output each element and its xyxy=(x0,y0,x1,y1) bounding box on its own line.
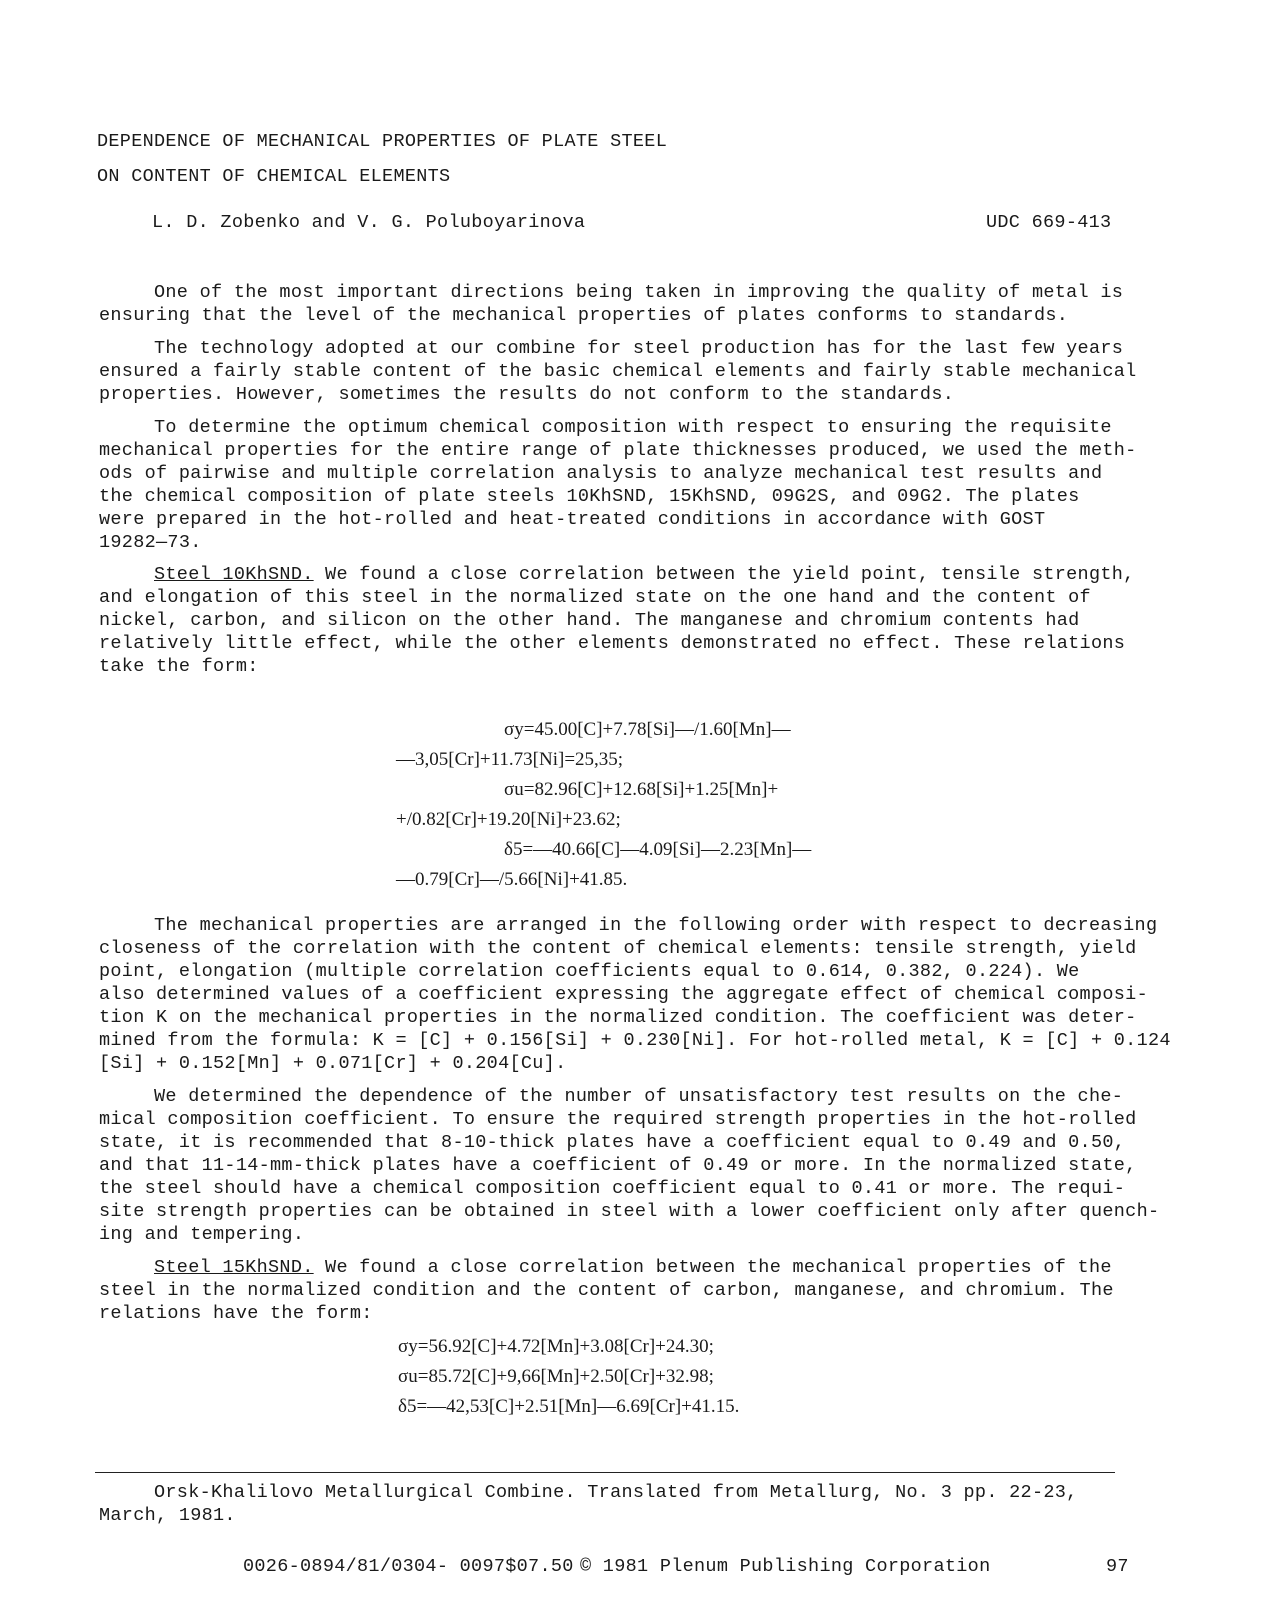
footnote xyxy=(99,1481,1179,1527)
paragraph-6 xyxy=(99,1085,1179,1246)
page-title-line-1: DEPENDENCE OF MECHANICAL PROPERTIES OF PLATE STEEL xyxy=(97,131,668,152)
footnote-line: Orsk-Khalilovo Metallurgical Combine. Translated from Metallurg, No. 3 pp. 22-23, xyxy=(154,1482,1078,1503)
text-line: site strength properties can be obtained in steel with a lower coefficient only after quench- xyxy=(99,1201,1160,1222)
text-line xyxy=(99,563,1179,586)
text-line: ing and tempering. xyxy=(99,1224,305,1245)
equation-line: σy=45.00[C]+7.78[Si]—/1.60[Mn]— xyxy=(504,719,791,740)
text-line: ods of pairwise and multiple correlation analysis to analyze mechanical test results and xyxy=(99,463,1103,484)
text-line: also determined values of a coefficient expressing the aggregate effect of chemical composi- xyxy=(99,984,1148,1005)
paragraph-2 xyxy=(99,337,1179,406)
footnote-divider xyxy=(95,1472,1115,1473)
equation-block-1 xyxy=(396,715,811,895)
text-line: tion K on the mechanical properties in the normalized condition. The coefficient was deter- xyxy=(99,1007,1137,1028)
text-line: properties. However, sometimes the results do not conform to the standards. xyxy=(99,384,955,405)
equation-line: +/0.82[Cr]+19.20[Ni]+23.62; xyxy=(396,809,621,830)
text-line xyxy=(99,1256,1179,1279)
copyright: © 1981 Plenum Publishing Corporation xyxy=(580,1556,991,1577)
equation-line: δ5=—40.66[C]—4.09[Si]—2.23[Mn]— xyxy=(504,839,812,860)
text-line: take the form: xyxy=(99,656,259,677)
text-line: We determined the dependence of the number of unsatisfactory test results on the che- xyxy=(154,1086,1124,1107)
text-line: and that 11-14-mm-thick plates have a coefficient of 0.49 or more. In the normalized state, xyxy=(99,1155,1137,1176)
equation-line: σy=56.92[C]+4.72[Mn]+3.08[Cr]+24.30; xyxy=(398,1336,714,1357)
text-line: The technology adopted at our combine for steel production has for the last few years xyxy=(154,338,1124,359)
text-line: [Si] + 0.152[Mn] + 0.071[Cr] + 0.204[Cu]. xyxy=(99,1053,567,1074)
text-line: and elongation of this steel in the normalized state on the one hand and the content of xyxy=(99,587,1091,608)
text-line: point, elongation (multiple correlation coefficients equal to 0.614, 0.382, 0.224). We xyxy=(99,961,1080,982)
equation-line: —0.79[Cr]—/5.66[Ni]+41.85. xyxy=(396,869,628,890)
text-line: 19282—73. xyxy=(99,532,202,553)
text-line: ensuring that the level of the mechanical properties of plates conforms to standards. xyxy=(99,305,1069,326)
paragraph-5 xyxy=(99,914,1179,1075)
equation-block-2 xyxy=(398,1332,739,1422)
udc-code: UDC 669-413 xyxy=(986,212,1112,233)
text-line: One of the most important directions being taken in improving the quality of metal is xyxy=(154,282,1124,303)
equation-line: σu=82.96[C]+12.68[Si]+1.25[Mn]+ xyxy=(504,779,779,800)
publication-code: 0026-0894/81/0304- 0097$07.50 xyxy=(243,1556,574,1577)
page-number: 97 xyxy=(1106,1556,1129,1577)
paragraph-1 xyxy=(99,281,1179,327)
footnote-line: March, 1981. xyxy=(99,1505,236,1526)
text-line: relations have the form: xyxy=(99,1303,373,1324)
text-line: ensured a fairly stable content of the basic chemical elements and fairly stable mechanical xyxy=(99,361,1137,382)
text-line: The mechanical properties are arranged in the following order with respect to decreasing xyxy=(154,915,1158,936)
text-line: nickel, carbon, and silicon on the other hand. The manganese and chromium contents had xyxy=(99,610,1080,631)
text-line: were prepared in the hot-rolled and heat-treated conditions in accordance with GOST xyxy=(99,509,1046,530)
text-fragment: We found a close correlation between the yield point, tensile strength, xyxy=(313,564,1135,585)
text-line: the steel should have a chemical composition coefficient equal to 0.41 or more. The requi- xyxy=(99,1178,1126,1199)
text-line: mined from the formula: K = [C] + 0.156[Si] + 0.230[Ni]. For hot-rolled metal, K = [C] + 0.124 xyxy=(99,1030,1171,1051)
paragraph-3 xyxy=(99,416,1179,554)
paragraph-steel-15khsnd xyxy=(99,1256,1179,1325)
text-fragment: We found a close correlation between the mechanical properties of the xyxy=(313,1257,1112,1278)
section-heading-15khsnd: Steel 15KhSND. xyxy=(154,1257,314,1278)
text-line: closeness of the correlation with the content of chemical elements: tensile strength, yield xyxy=(99,938,1137,959)
equation-line: δ5=—42,53[C]+2.51[Mn]—6.69[Cr]+41.15. xyxy=(398,1396,740,1417)
authors: L. D. Zobenko and V. G. Poluboyarinova xyxy=(152,212,586,233)
equation-line: σu=85.72[C]+9,66[Mn]+2.50[Cr]+32.98; xyxy=(398,1366,714,1387)
text-line: the chemical composition of plate steels 10KhSND, 15KhSND, 09G2S, and 09G2. The plates xyxy=(99,486,1080,507)
text-line: mical composition coefficient. To ensure the required strength properties in the hot-rolled xyxy=(99,1109,1137,1130)
text-line: mechanical properties for the entire range of plate thicknesses produced, we used the meth- xyxy=(99,440,1137,461)
text-line: steel in the normalized condition and the content of carbon, manganese, and chromium. The xyxy=(99,1280,1114,1301)
paragraph-steel-10khsnd xyxy=(99,563,1179,678)
text-line: state, it is recommended that 8-10-thick plates have a coefficient equal to 0.49 and 0.50, xyxy=(99,1132,1126,1153)
equation-line: —3,05[Cr]+11.73[Ni]=25,35; xyxy=(396,749,624,770)
text-line: relatively little effect, while the other elements demonstrated no effect. These relations xyxy=(99,633,1126,654)
text-line: To determine the optimum chemical composition with respect to ensuring the requisite xyxy=(154,417,1112,438)
section-heading-10khsnd: Steel 10KhSND. xyxy=(154,564,314,585)
page-title-line-2: ON CONTENT OF CHEMICAL ELEMENTS xyxy=(97,166,451,187)
